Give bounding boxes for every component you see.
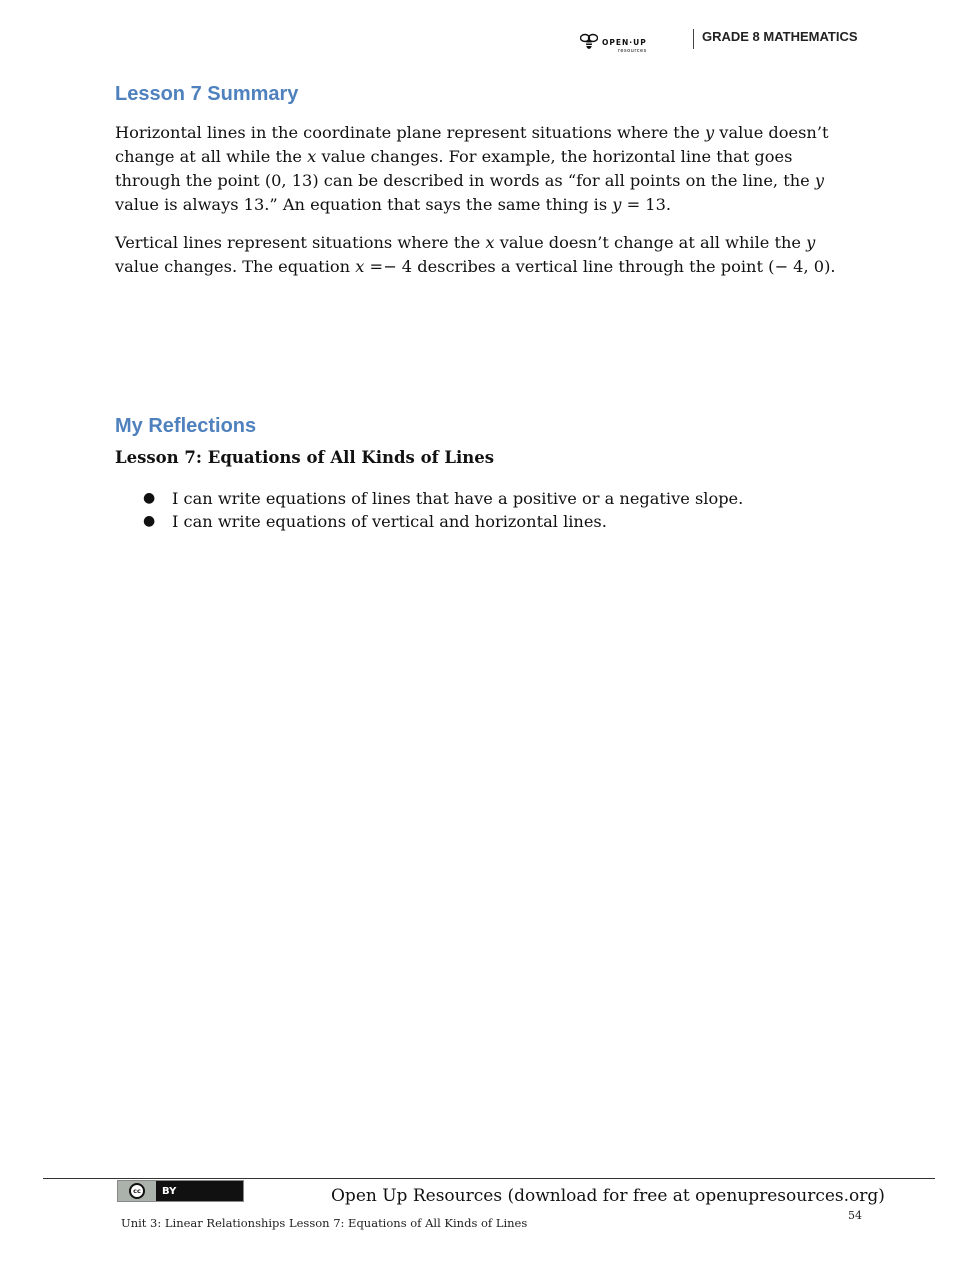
summary-paragraph-horizontal: Horizontal lines in the coordinate plane represent situations where the y value doesn’t change at all while the x value changes. For example, the horizontal line that goes through the point (0, 13) can be described in words as “for all points on the line, the y value is always 13.” An equation that says the same thing is y = 13.: [115, 123, 829, 214]
logo-sub: resources: [617, 48, 647, 54]
reflections-heading: My Reflections: [115, 415, 257, 437]
lesson-title: Lesson 7: Equations of All Kinds of Lines: [115, 448, 495, 467]
bullet-icon: ●: [143, 490, 156, 506]
footer-rule: [43, 1178, 935, 1179]
by-label: BY: [162, 1185, 177, 1197]
cc-by-license-badge: [117, 1180, 244, 1202]
header-divider: [693, 29, 694, 49]
footer-unit: Unit 3: Linear Relationships Lesson 7: Equations of All Kinds of Lines: [121, 1216, 528, 1230]
summary-paragraph-vertical: Vertical lines represent situations where the x value doesn’t change at all while the y value changes. The equation x =− 4 describes a vertical line through the point (− 4, 0).: [115, 233, 836, 276]
grade-label: GRADE 8 MATHEMATICS: [702, 29, 858, 44]
learning-goals-list: [143, 487, 743, 533]
footer-title: Open Up Resources (download for free at openupresources.org): [331, 1186, 885, 1206]
bee-icon: [580, 32, 598, 52]
list-item: ● I can write equations of lines that have a positive or a negative slope.: [143, 489, 744, 508]
open-up-logo: [580, 30, 647, 54]
list-item: ● I can write equations of vertical and horizontal lines.: [143, 512, 607, 531]
cc-icon: cc: [129, 1183, 145, 1199]
page-number: 54: [848, 1209, 862, 1222]
bullet-icon: ●: [143, 513, 156, 529]
summary-heading: Lesson 7 Summary: [115, 83, 299, 105]
logo-name: OPEN·UP: [602, 38, 647, 47]
